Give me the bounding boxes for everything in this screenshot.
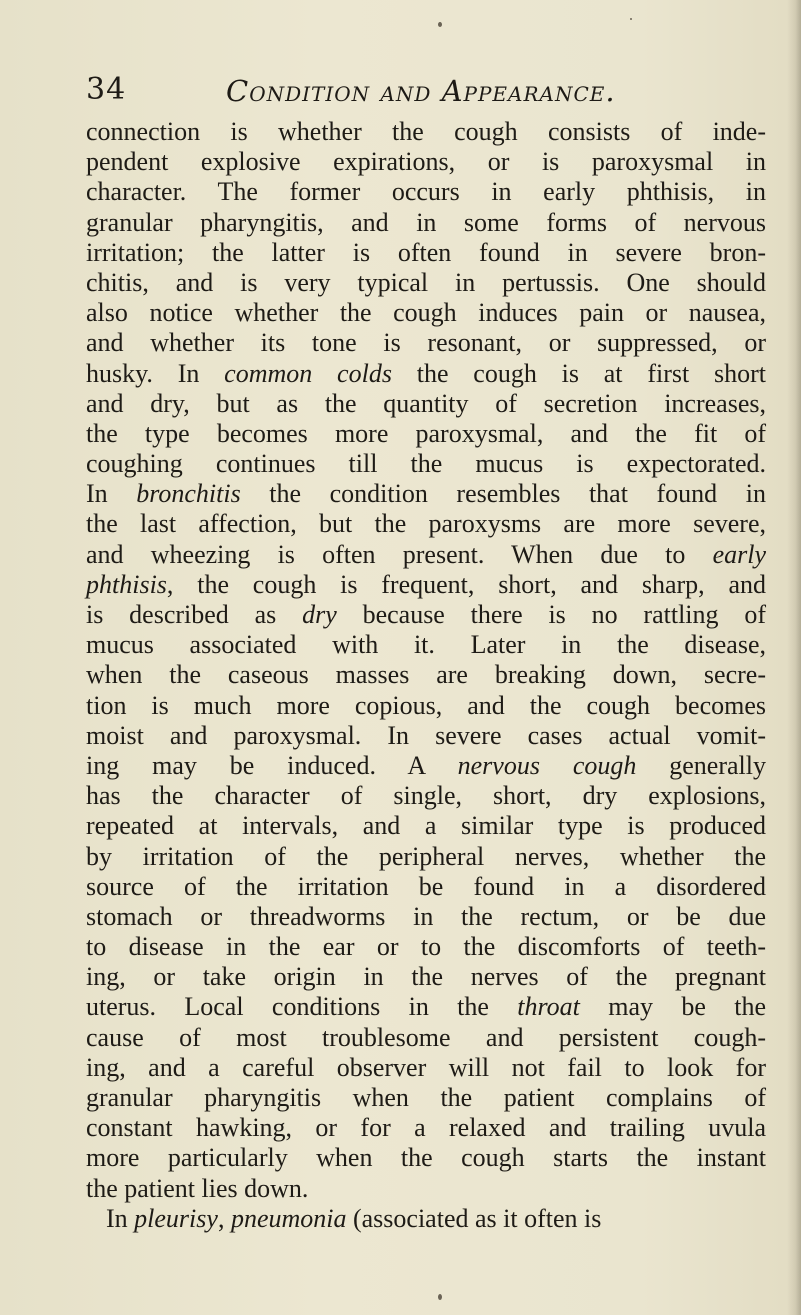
- text-run: the type becomes more paroxysmal, and the fit of: [86, 418, 766, 448]
- text-line: [86, 630, 766, 660]
- body-text: [86, 117, 766, 1234]
- text-run: the last affection, but the paroxysms are more severe,: [86, 509, 766, 539]
- text-line: [86, 1113, 766, 1143]
- italic-term: bronchitis: [136, 479, 241, 509]
- italic-term: throat: [517, 992, 580, 1022]
- text-run: character. The former occurs in early phthisis, in: [86, 177, 766, 207]
- text-line: [86, 540, 766, 570]
- ink-speck: [630, 18, 632, 20]
- text-line: [86, 691, 766, 721]
- text-line: [86, 962, 766, 992]
- text-run: has the character of single, short, dry explosions,: [86, 781, 766, 811]
- page-number: 34: [86, 72, 127, 107]
- text-line: [86, 268, 766, 298]
- running-title: Condition and Appearance.: [226, 74, 616, 108]
- text-line: [86, 359, 766, 389]
- text-run: may be the: [579, 992, 766, 1022]
- text-line: [86, 328, 766, 358]
- text-run: repeated at intervals, and a similar type is produced: [86, 811, 766, 841]
- text-line: [86, 842, 766, 872]
- text-run: mucus associated with it. Later in the disease,: [86, 630, 766, 660]
- text-line: [86, 389, 766, 419]
- text-line: [86, 811, 766, 841]
- text-run: the patient lies down.: [86, 1173, 309, 1203]
- text-run: ing may be induced. A: [86, 750, 458, 780]
- text-line: [86, 992, 766, 1022]
- text-run: also notice whether the cough induces pain or nausea,: [86, 298, 766, 328]
- text-line: [86, 1204, 766, 1234]
- italic-term: pneumonia: [230, 1203, 347, 1233]
- text-run: ,: [217, 1203, 231, 1233]
- text-run: stomach or threadworms in the rectum, or be due: [86, 901, 766, 931]
- page-header: [86, 70, 766, 110]
- text-run: is described as: [86, 600, 303, 629]
- text-line: [86, 1083, 766, 1113]
- text-run: source of the irritation be found in a disordered: [86, 871, 766, 901]
- text-run: coughing continues till the mucus is expectorated.: [86, 449, 766, 479]
- text-line: [86, 479, 766, 509]
- italic-term: dry: [302, 600, 337, 629]
- text-line: [86, 298, 766, 328]
- text-run: connection is whether the cough consists of inde-: [86, 117, 766, 146]
- text-run: ing, or take origin in the nerves of the pregnant: [86, 962, 766, 992]
- text-run: the condition resembles that found in: [240, 479, 766, 509]
- text-run: to disease in the ear or to the discomforts of teeth-: [86, 932, 766, 962]
- text-run: husky. In: [86, 358, 225, 388]
- text-run: constant hawking, or for a relaxed and trailing uvula: [86, 1113, 766, 1143]
- text-run: because there is no rattling of: [336, 600, 766, 629]
- italic-term: early: [712, 539, 766, 569]
- text-run: , the cough is frequent, short, and sharp, and: [166, 569, 766, 599]
- text-line: [86, 147, 766, 177]
- italic-term: common colds: [224, 358, 392, 388]
- text-run: and whether its tone is resonant, or suppressed, or: [86, 328, 766, 358]
- text-run: pendent explosive expirations, or is paroxysmal in: [86, 147, 766, 177]
- text-line: [86, 721, 766, 751]
- text-line: [86, 449, 766, 479]
- text-run: by irritation of the peripheral nerves, whether the: [86, 841, 766, 871]
- text-run: granular pharyngitis when the patient complains of: [86, 1083, 766, 1112]
- ink-speck: [438, 1294, 442, 1300]
- italic-term: nervous cough: [457, 750, 637, 780]
- text-run: and dry, but as the quantity of secretion increases,: [86, 388, 766, 418]
- text-line: [86, 1174, 766, 1204]
- text-run: In: [86, 479, 137, 509]
- text-run: moist and paroxysmal. In severe cases actual vomit-: [86, 720, 766, 750]
- text-line: [86, 751, 766, 781]
- text-line: [86, 781, 766, 811]
- text-line: [86, 509, 766, 539]
- text-run: (associated as it often is: [346, 1203, 602, 1233]
- text-line: [86, 1053, 766, 1083]
- text-line: [86, 570, 766, 600]
- text-run: tion is much more copious, and the cough becomes: [86, 690, 766, 720]
- ink-speck: [438, 22, 442, 27]
- text-run: granular pharyngitis, and in some forms of nervous: [86, 207, 766, 237]
- text-run: In: [106, 1203, 135, 1233]
- text-line: [86, 932, 766, 962]
- text-line: [86, 177, 766, 207]
- text-run: and wheezing is often present. When due to: [86, 539, 713, 569]
- text-line: [86, 117, 766, 147]
- italic-term: pleurisy: [134, 1203, 218, 1233]
- text-run: chitis, and is very typical in pertussis. One should: [86, 267, 766, 297]
- text-run: irritation; the latter is often found in severe bron-: [86, 237, 766, 267]
- text-line: [86, 208, 766, 238]
- text-line: [86, 1143, 766, 1173]
- page-edge-shadow: [787, 0, 801, 1315]
- text-run: ing, and a careful observer will not fail to look for: [86, 1052, 766, 1082]
- text-run: more particularly when the cough starts the instant: [86, 1143, 766, 1173]
- italic-term: phthisis: [86, 569, 167, 599]
- text-run: cause of most troublesome and persistent cough-: [86, 1022, 766, 1052]
- text-run: when the caseous masses are breaking down, secre-: [86, 660, 766, 690]
- text-line: [86, 238, 766, 268]
- text-line: [86, 419, 766, 449]
- text-run: uterus. Local conditions in the: [86, 992, 518, 1022]
- text-line: [86, 872, 766, 902]
- text-run: generally: [636, 750, 766, 780]
- text-run: the cough is at first short: [391, 358, 766, 388]
- text-line: [86, 902, 766, 932]
- text-line: [86, 660, 766, 690]
- text-line: [86, 1023, 766, 1053]
- text-line: [86, 600, 766, 630]
